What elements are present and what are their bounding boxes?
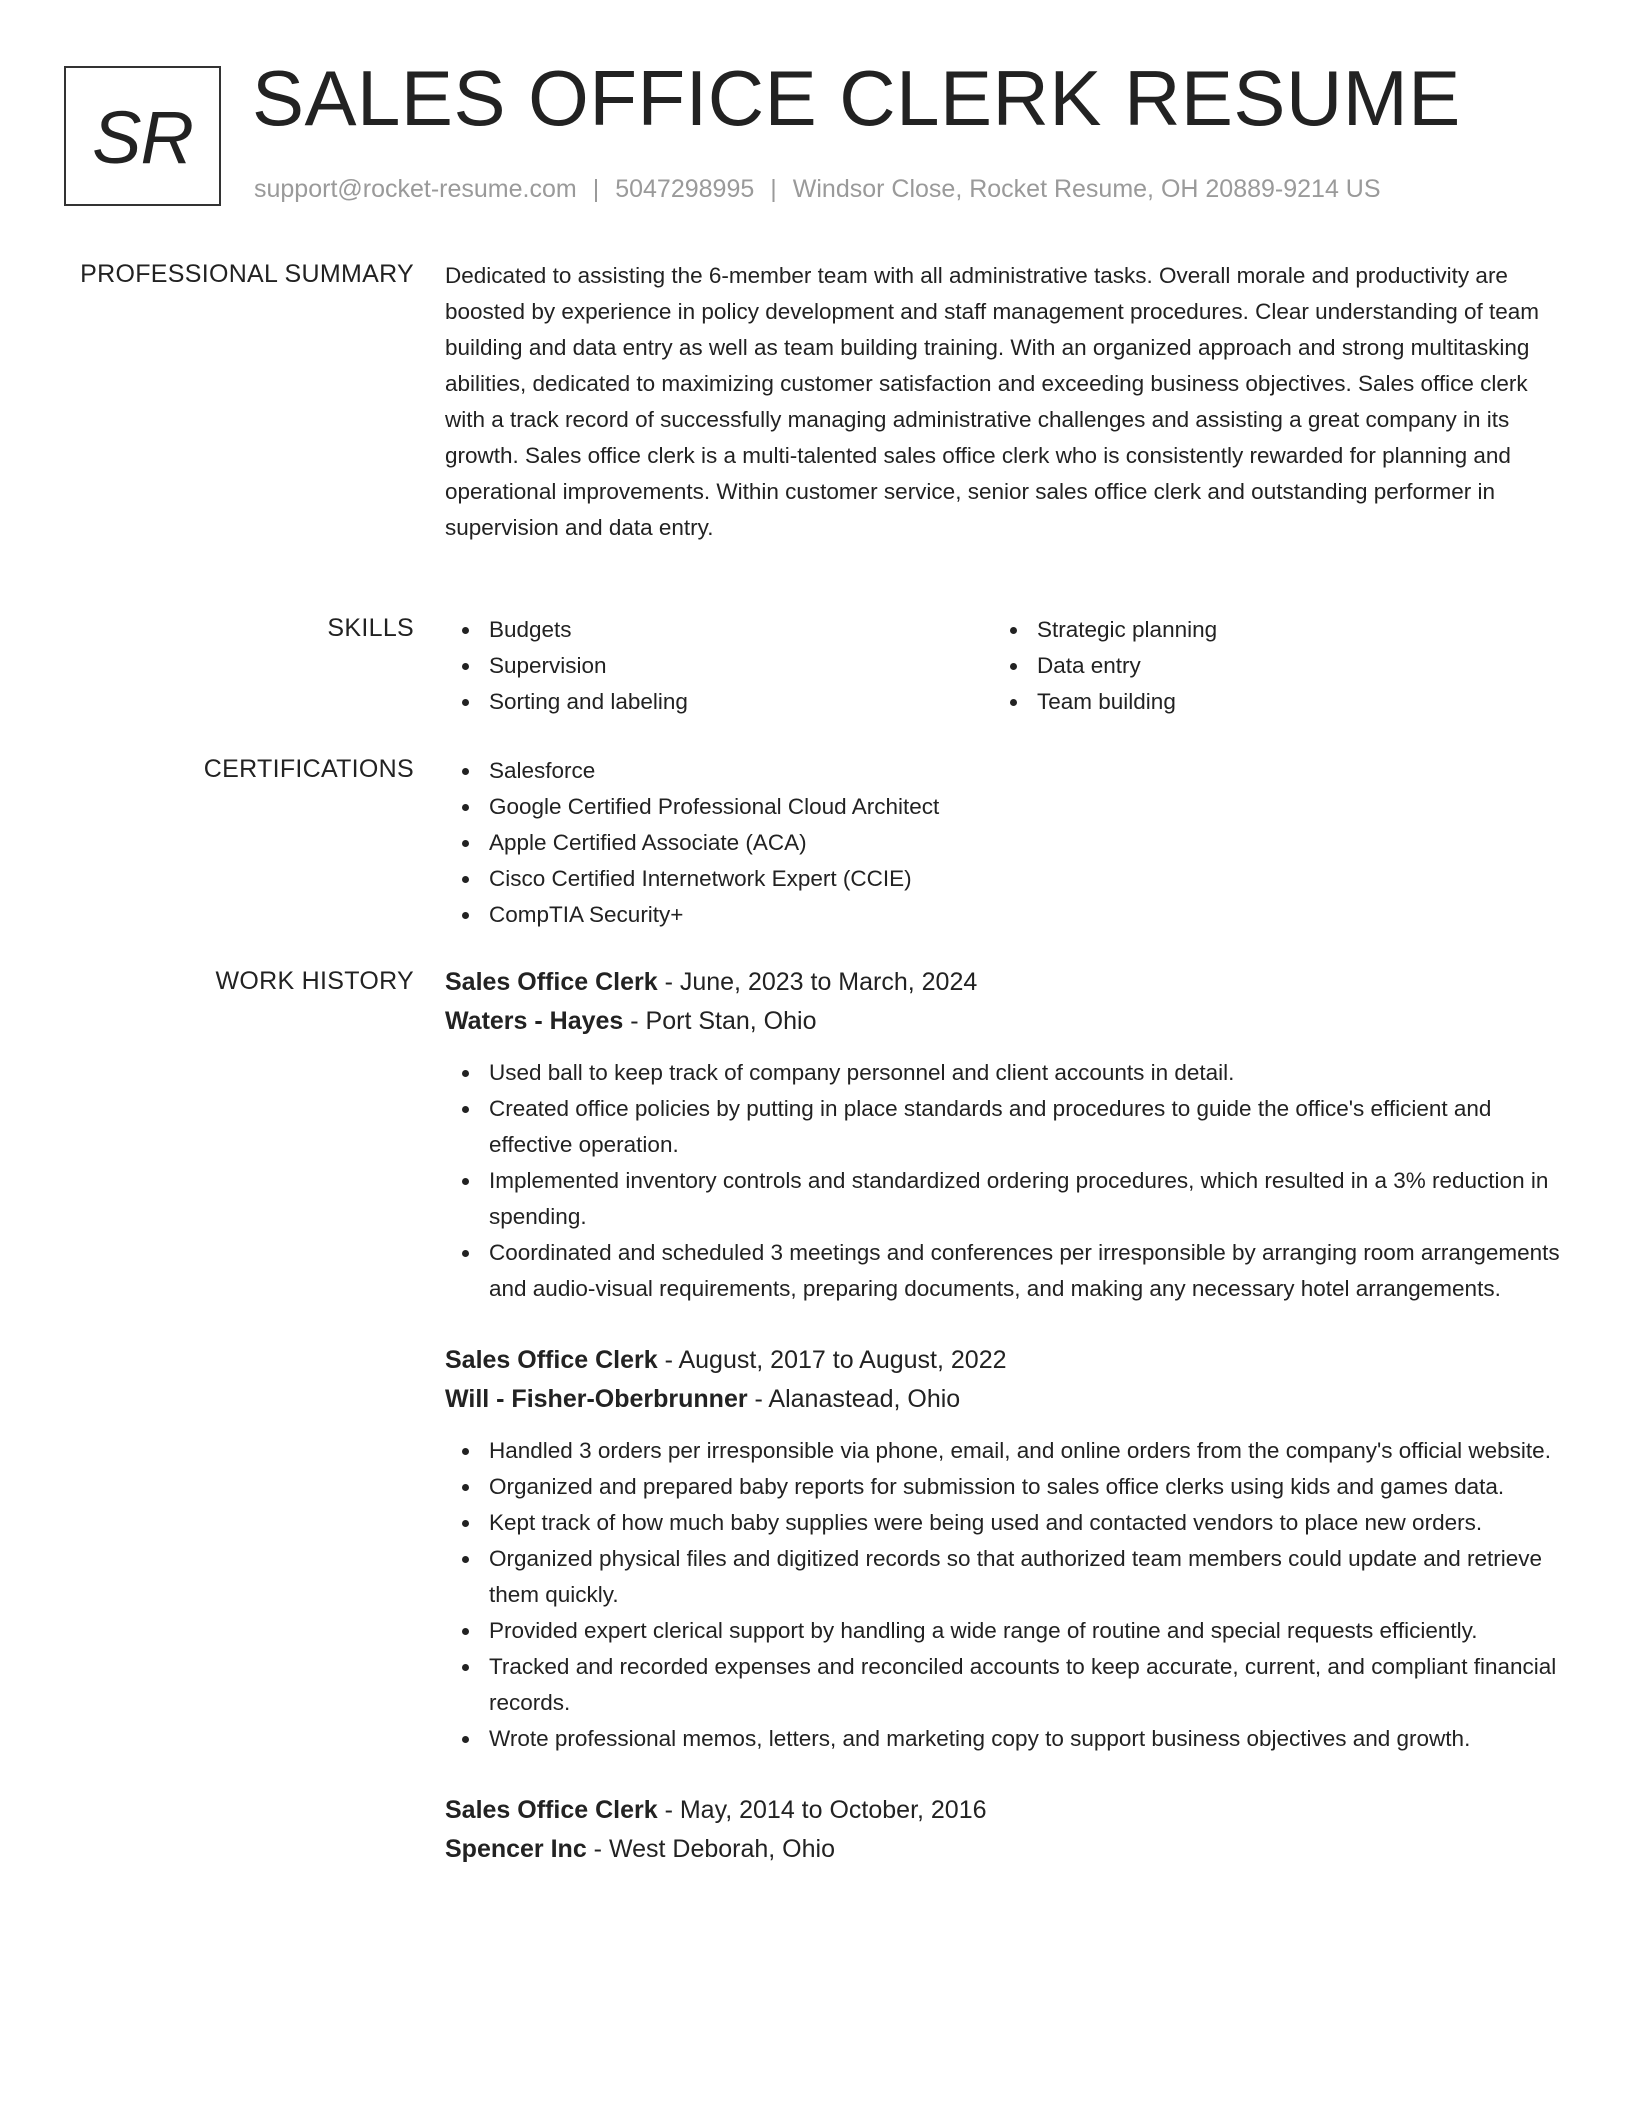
job-title: Sales Office Clerk — [445, 968, 658, 996]
job-location: - Port Stan, Ohio — [623, 1007, 817, 1035]
job-entry — [445, 963, 1565, 1307]
skill-item: Data entry — [993, 648, 1541, 684]
skill-item: Supervision — [445, 648, 993, 684]
certifications-body — [445, 753, 1565, 933]
work-history-body — [445, 963, 1565, 1903]
contact-address: Windsor Close, Rocket Resume, OH 20889-9214 US — [792, 175, 1381, 203]
job-company-line — [445, 1002, 1565, 1041]
skills-left-list — [445, 612, 993, 720]
job-location: - West Deborah, Ohio — [586, 1835, 835, 1863]
job-bullet: Tracked and recorded expenses and reconciled accounts to keep accurate, current, and compliant financial records. — [445, 1649, 1565, 1721]
certification-item: Apple Certified Associate (ACA) — [445, 825, 1565, 861]
skills-grid — [445, 612, 1565, 720]
skill-item: Sorting and labeling — [445, 684, 993, 720]
job-company: Will - Fisher-Oberbrunner — [445, 1385, 748, 1413]
summary-body — [445, 258, 1565, 546]
monogram-initials: SR — [92, 96, 193, 179]
monogram-box — [64, 66, 221, 206]
summary-label: PROFESSIONAL SUMMARY — [80, 260, 414, 288]
job-title: Sales Office Clerk — [445, 1346, 658, 1374]
job-bullet: Created office policies by putting in place standards and procedures to guide the office's efficient and effective operation. — [445, 1091, 1565, 1163]
job-company-line — [445, 1830, 1565, 1869]
job-bullet: Provided expert clerical support by handling a wide range of routine and special requests efficiently. — [445, 1613, 1565, 1649]
certification-item: CompTIA Security+ — [445, 897, 1565, 933]
job-bullet: Handled 3 orders per irresponsible via phone, email, and online orders from the company's official website. — [445, 1433, 1565, 1469]
contact-line — [254, 175, 1381, 204]
summary-text: Dedicated to assisting the 6-member team with all administrative tasks. Overall morale and productivity are boosted by experience in policy development and staff management procedures. Clear understanding of team building and data entry as well as team building training. With an organized approach and strong multitasking abilities, dedicated to maximizing customer satisfaction and exceeding business objectives. Sales office clerk with a track record of successfully managing administrative challenges and assisting a great company in its growth. Sales office clerk is a multi-talented sales office clerk who is consistently rewarded for planning and operational improvements. Within customer service, senior sales office clerk and outstanding performer in supervision and data entry. — [445, 263, 1540, 540]
job-company: Spencer Inc — [445, 1835, 587, 1863]
skill-item: Budgets — [445, 612, 993, 648]
job-bullet: Wrote professional memos, letters, and marketing copy to support business objectives and growth. — [445, 1721, 1565, 1757]
certification-item: Cisco Certified Internetwork Expert (CCIE) — [445, 861, 1565, 897]
job-title-line — [445, 1791, 1565, 1830]
job-company: Waters - Hayes — [445, 1007, 624, 1035]
skills-label: SKILLS — [327, 614, 414, 642]
certifications-list — [445, 753, 1565, 933]
work-history-label: WORK HISTORY — [215, 967, 414, 995]
job-location: - Alanastead, Ohio — [747, 1385, 961, 1413]
contact-phone: 5047298995 — [615, 175, 755, 203]
job-title-line — [445, 963, 1565, 1002]
contact-email: support@rocket-resume.com — [254, 175, 577, 203]
skill-item: Strategic planning — [993, 612, 1541, 648]
job-bullet-list — [445, 1433, 1565, 1757]
job-company-line — [445, 1380, 1565, 1419]
job-dates: - May, 2014 to October, 2016 — [657, 1796, 987, 1824]
certifications-label: CERTIFICATIONS — [203, 755, 414, 783]
job-bullet: Implemented inventory controls and standardized ordering procedures, which resulted in a 3% reduction in spending. — [445, 1163, 1565, 1235]
skills-right-list — [993, 612, 1541, 720]
certification-item: Salesforce — [445, 753, 1565, 789]
certification-item: Google Certified Professional Cloud Architect — [445, 789, 1565, 825]
job-title: Sales Office Clerk — [445, 1796, 658, 1824]
job-bullet: Used ball to keep track of company personnel and client accounts in detail. — [445, 1055, 1565, 1091]
job-entry — [445, 1791, 1565, 1869]
job-title-line — [445, 1341, 1565, 1380]
job-entry — [445, 1341, 1565, 1757]
job-bullet: Coordinated and scheduled 3 meetings and conferences per irresponsible by arranging room arrangements and audio-visual requirements, preparing documents, and making any necessary hotel arrangements. — [445, 1235, 1565, 1307]
job-bullet-list — [445, 1055, 1565, 1307]
job-dates: - June, 2023 to March, 2024 — [657, 968, 978, 996]
job-bullet: Organized physical files and digitized records so that authorized team members could update and retrieve them quickly. — [445, 1541, 1565, 1613]
skill-item: Team building — [993, 684, 1541, 720]
job-bullet: Organized and prepared baby reports for submission to sales office clerks using kids and games data. — [445, 1469, 1565, 1505]
job-dates: - August, 2017 to August, 2022 — [657, 1346, 1007, 1374]
contact-separator: | — [770, 175, 777, 203]
resume-title: SALES OFFICE CLERK RESUME — [252, 54, 1461, 142]
contact-separator: | — [592, 175, 600, 203]
skills-body — [445, 612, 1565, 720]
job-bullet: Kept track of how much baby supplies were being used and contacted vendors to place new orders. — [445, 1505, 1565, 1541]
